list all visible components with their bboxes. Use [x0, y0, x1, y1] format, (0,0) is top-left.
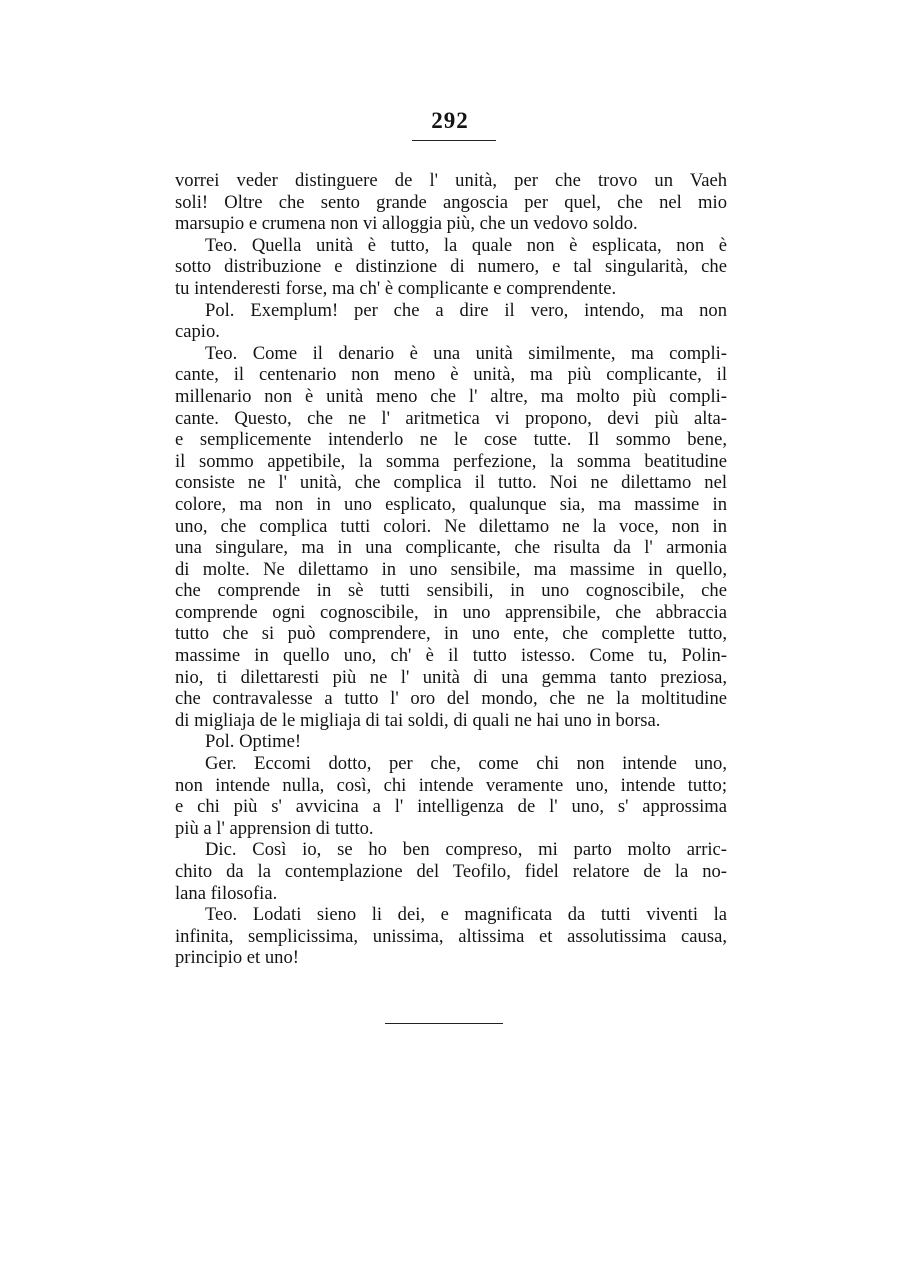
- dialogue-text: [175, 170, 727, 969]
- page-number: 292: [431, 108, 469, 133]
- text-line: Teo. Quella unità è tutto, la quale non è esplicata, non è: [205, 234, 727, 256]
- text-line: colore, ma non in uno esplicato, qualunque sia, ma massime in: [175, 493, 727, 515]
- text-line: capio.: [175, 321, 220, 343]
- text-line: Teo. Come il denario è una unità similmente, ma compli-: [205, 342, 727, 364]
- header-rule: [412, 140, 496, 141]
- text-line: chito da la contemplazione del Teofilo, fidel relatore de la no-: [175, 861, 727, 882]
- text-line: che comprende in sè tutti sensibili, in uno cognoscibile, che: [175, 580, 727, 602]
- text-line: Dic. Così io, se ho ben compreso, mi parto molto arric-: [205, 839, 727, 861]
- text-line: più a l' apprension di tutto.: [175, 817, 374, 839]
- text-line: Ger. Eccomi dotto, per che, come chi non intende uno,: [205, 753, 727, 775]
- text-line: infinita, semplicissima, unissima, altissima et assolutissima causa,: [175, 925, 727, 947]
- text-line: che contravalesse a tutto l' oro del mondo, che ne la moltitudine: [175, 688, 727, 710]
- text-line: di molte. Ne dilettamo in uno sensibile, ma massime in quello,: [175, 558, 727, 580]
- text-line: cante, il centenario non meno è unità, ma più complicante, il: [175, 364, 727, 386]
- text-line: tutto che si può comprendere, in uno ente, che complette tutto,: [175, 623, 727, 645]
- text-line: il sommo appetibile, la somma perfezione, la somma beatitudine: [175, 450, 727, 472]
- text-line: una singulare, ma in una complicante, che risulta da l' armonia: [175, 537, 727, 559]
- text-line: consiste ne l' unità, che complica il tutto. Noi ne dilettamo nel: [175, 472, 727, 494]
- text-line: cante. Questo, che ne l' aritmetica vi propono, devi più alta-: [175, 407, 727, 429]
- text-line: e chi più s' avvicina a l' intelligenza de l' uno, s' approssima: [175, 796, 727, 818]
- text-line: uno, che complica tutti colori. Ne dilettamo ne la voce, non in: [175, 515, 727, 537]
- text-line: di migliaja de le migliaja di tai soldi, di quali ne hai uno in borsa.: [175, 709, 661, 731]
- text-line: tu intenderesti forse, ma ch' è complicante e comprendente.: [175, 277, 617, 299]
- text-line: principio et uno!: [175, 947, 299, 969]
- text-line: non intende nulla, così, chi intende veramente uno, intende tutto;: [175, 774, 727, 796]
- footer-rule: [385, 1023, 503, 1024]
- text-line: lana filosofia.: [175, 882, 278, 904]
- text-line: comprende ogni cognoscibile, in uno apprensibile, che abbraccia: [175, 601, 727, 623]
- text-line: nio, ti dilettaresti più ne l' unità di una gemma tanto preziosa,: [175, 666, 727, 688]
- text-line: Pol. Exemplum! per che a dire il vero, intendo, ma non: [205, 299, 727, 321]
- text-line: millenario non è unità meno che l' altre, ma molto più compli-: [175, 385, 727, 407]
- text-line: marsupio e crumena non vi alloggia più, che un vedovo soldo.: [175, 213, 638, 235]
- text-line: Teo. Lodati sieno li dei, e magnificata da tutti viventi la: [205, 904, 727, 926]
- text-line: vorrei veder distinguere de l' unità, per che trovo un Vaeh: [175, 170, 727, 191]
- text-line: sotto distribuzione e distinzione di numero, e tal singularità, che: [175, 256, 727, 278]
- text-line: Pol. Optime!: [205, 731, 302, 753]
- text-line: massime in quello uno, ch' è il tutto istesso. Come tu, Polin-: [175, 645, 727, 667]
- text-line: e semplicemente intenderlo ne le cose tutte. Il sommo bene,: [175, 429, 727, 451]
- text-line: soli! Oltre che sento grande angoscia per quel, che nel mio: [175, 191, 727, 213]
